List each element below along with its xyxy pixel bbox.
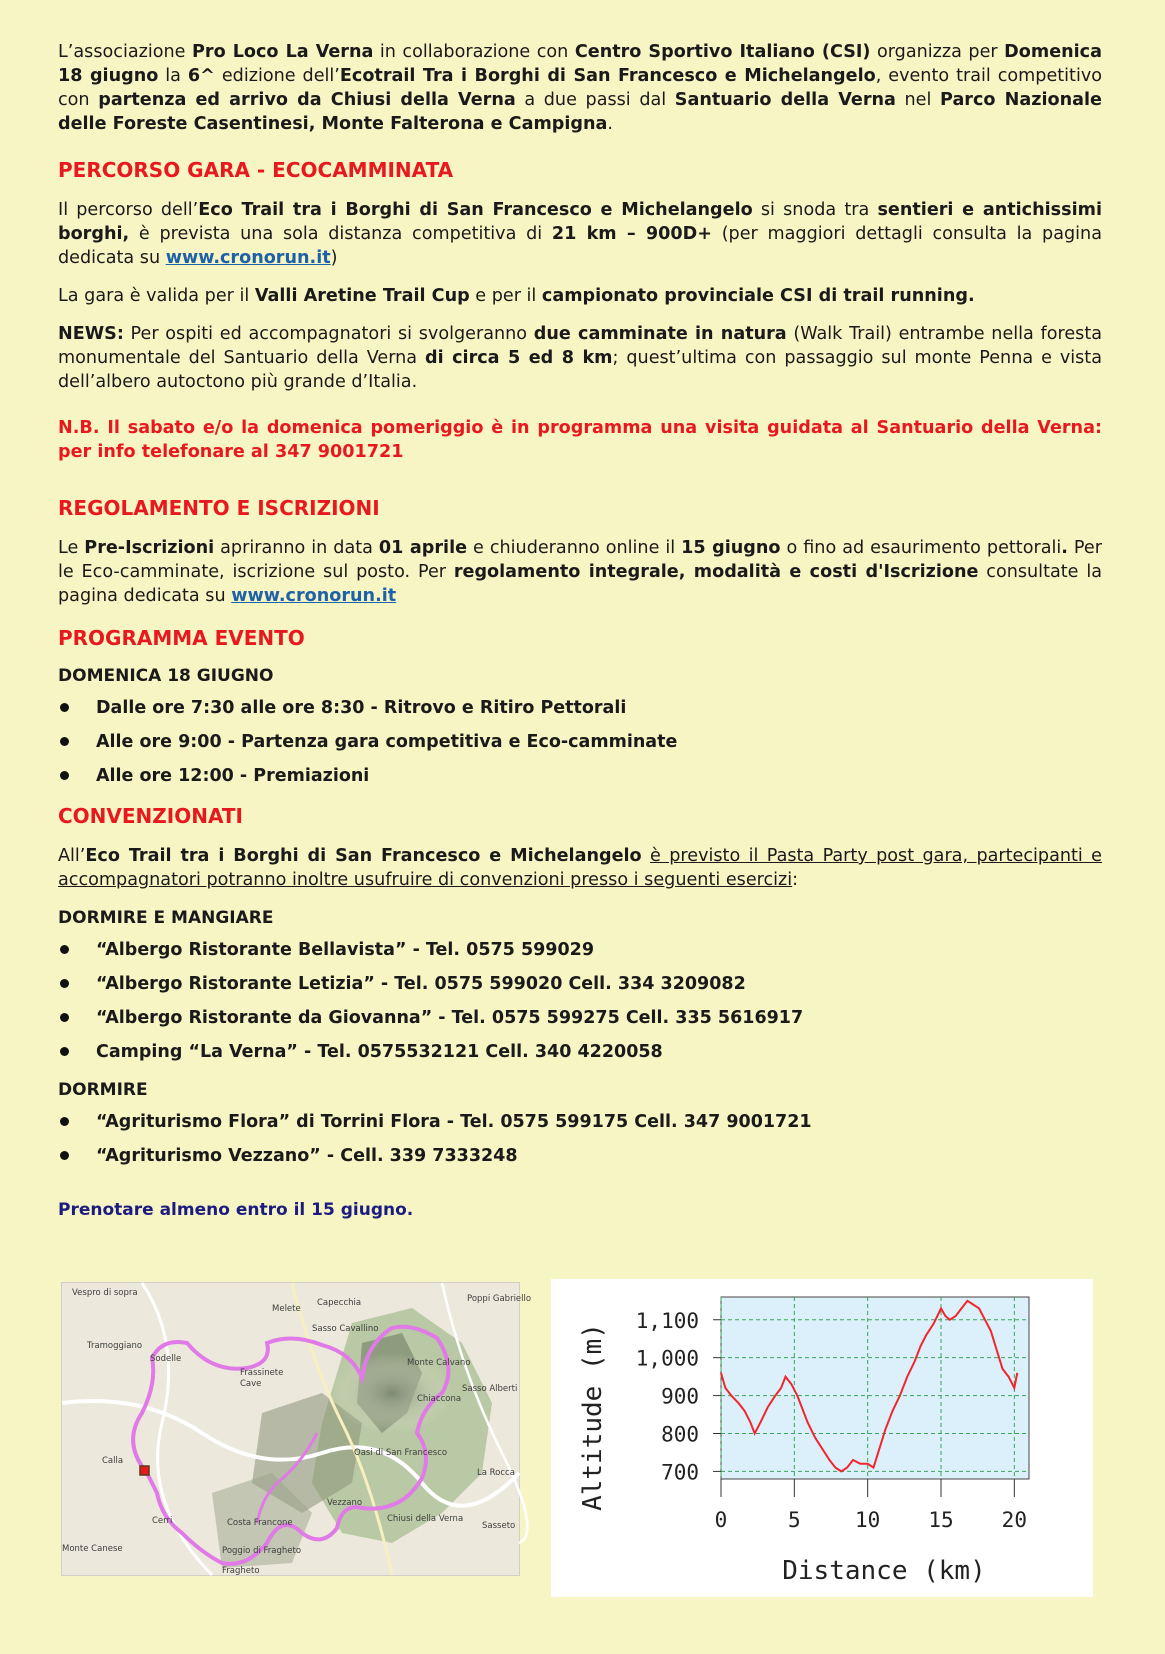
y-tick-label: 700 [661,1460,699,1485]
section-heading-convenzionati: CONVENZIONATI [58,804,243,828]
list-item: “Albergo Ristorante Bellavista” - Tel. 0575 599029 [58,938,1102,972]
cronorun-link[interactable]: www.cronorun.it [165,248,331,268]
map-label: Monte Canese [62,1544,123,1554]
list-item: “Agriturismo Flora” di Torrini Flora - Tel. 0575 599175 Cell. 347 9001721 [58,1110,1102,1144]
list-item: “Albergo Ristorante Letizia” - Tel. 0575 599020 Cell. 334 3209082 [58,972,1102,1006]
map-label: Sasso Cavallino [312,1324,379,1334]
section-heading-regolamento: REGOLAMENTO E ISCRIZIONI [58,496,380,520]
programma-list [58,696,1102,798]
map-label: Sasseto [482,1521,516,1531]
start-marker-icon [140,1466,149,1475]
news-paragraph: NEWS: Per ospiti ed accompagnatori si svolgeranno due camminate in natura (Walk Trail) entrambe nella foresta monumentale del Santuario della Verna di circa 5 ed 8 km; quest’ultima con passaggio sul monte Penna e vista dell’albero autoctono più grande d’Italia. [58,324,1102,392]
document-page [58,40,1102,1222]
x-tick-label: 20 [1001,1508,1027,1532]
percorso-paragraph: Il percorso dell’Eco Trail tra i Borghi di San Francesco e Michelangelo si snoda tra sentieri e antichissimi borghi, è prevista una sola distanza competitiva di 21 km – 900D+ (per maggiori dettagli consulta la pagina dedicata su www.cronorun.it) [58,200,1102,268]
map-label: Chiaccona [417,1394,462,1404]
list-item: Dalle ore 7:30 alle ore 8:30 - Ritrovo e Ritiro Pettorali [58,696,1102,730]
map-label: Costa Francone [227,1518,293,1528]
map-label: Calla [102,1456,124,1466]
plot-area [721,1297,1029,1479]
nb-note: N.B. Il sabato e/o la domenica pomeriggio è in programma una visita guidata al Santuario della Verna: per info telefonare al 347 9001721 [58,418,1102,462]
convenzionati-paragraph: All’Eco Trail tra i Borghi di San Francesco e Michelangelo è previsto il Pasta Party post gara, partecipanti e accompagnatori potranno inoltre usufruire di convenzioni presso i seguenti esercizi: [58,846,1103,890]
route-map-svg [62,1283,532,1576]
map-label: Melete [272,1304,301,1314]
x-tick-label: 15 [928,1508,954,1532]
dormire-mangiare-list [58,938,1102,1074]
programma-day: DOMENICA 18 GIUGNO [58,666,274,686]
x-tick-label: 0 [714,1508,728,1532]
list-item: Alle ore 12:00 - Premiazioni [58,764,1102,798]
altitude-profile-chart [551,1279,1093,1597]
x-tick-label: 5 [788,1508,801,1532]
altitude-chart-svg [551,1279,1093,1597]
group-heading-dormire: DORMIRE [58,1080,148,1100]
y-tick-label: 800 [661,1422,699,1447]
map-label: Vezzano [327,1498,363,1508]
map-label: Monte Calvano [407,1358,471,1368]
trail-cup-paragraph: La gara è valida per il Valli Aretine Trail Cup e per il campionato provinciale CSI di trail running. [58,286,975,306]
map-label: Vespro di sopra [72,1288,138,1298]
map-label: Chiusi della Verna [387,1514,464,1524]
section-heading-percorso: PERCORSO GARA - ECOCAMMINATA [58,158,454,182]
y-tick-label: 1,100 [635,1308,699,1333]
x-tick-label: 10 [855,1508,881,1532]
map-label: Sasso Alberti [462,1384,518,1394]
route-map [61,1282,532,1576]
map-label: Oasi di San Francesco [354,1448,448,1458]
map-label: Fragheto [222,1566,260,1576]
map-label: Frassinete [240,1368,284,1378]
group-heading-dormire-mangiare: DORMIRE E MANGIARE [58,908,274,928]
map-label: Tramoggiano [87,1341,143,1351]
booking-note: Prenotare almeno entro il 15 giugno. [58,1200,414,1220]
map-label: La Rocca [477,1468,515,1478]
dormire-list [58,1110,1102,1178]
x-axis-label: Distance (km) [782,1556,986,1586]
map-label: Poppi Gabriello [467,1294,532,1304]
map-label: Cerri [152,1516,173,1526]
regolamento-paragraph: Le Pre-Iscrizioni apriranno in data 01 aprile e chiuderanno online il 15 giugno o fino ad esaurimento pettorali. Per le Eco-camminate, iscrizione sul posto. Per regolamento integrale, modalità e costi d'Iscrizione consultate la pagina dedicata su www.cronorun.it [58,538,1102,606]
cronorun-link-2[interactable]: www.cronorun.it [231,586,397,606]
list-item: “Agriturismo Vezzano” - Cell. 339 7333248 [58,1144,1102,1178]
y-tick-label: 1,000 [635,1346,699,1371]
map-label: Poggio di Fragheto [222,1546,302,1556]
intro-paragraph: L’associazione Pro Loco La Verna in collaborazione con Centro Sportivo Italiano (CSI) organizza per Domenica 18 giugno la 6^ edizione dell’Ecotrail Tra i Borghi di San Francesco e Michelangelo, evento trail competitivo con partenza ed arrivo da Chiusi della Verna a due passi dal Santuario della Verna nel Parco Nazionale delle Foreste Casentinesi, Monte Falterona e Campigna. [58,42,1103,134]
section-heading-programma: PROGRAMMA EVENTO [58,626,305,650]
y-axis-label: Altitude (m) [578,1323,608,1511]
map-label: Capecchia [317,1298,362,1308]
map-label: Cave [240,1379,262,1389]
list-item: Alle ore 9:00 - Partenza gara competitiva e Eco-camminate [58,730,1102,764]
y-tick-label: 900 [661,1384,699,1409]
map-label: Sodelle [150,1354,182,1364]
list-item: Camping “La Verna” - Tel. 0575532121 Cell. 340 4220058 [58,1040,1102,1074]
list-item: “Albergo Ristorante da Giovanna” - Tel. 0575 599275 Cell. 335 5616917 [58,1006,1102,1040]
